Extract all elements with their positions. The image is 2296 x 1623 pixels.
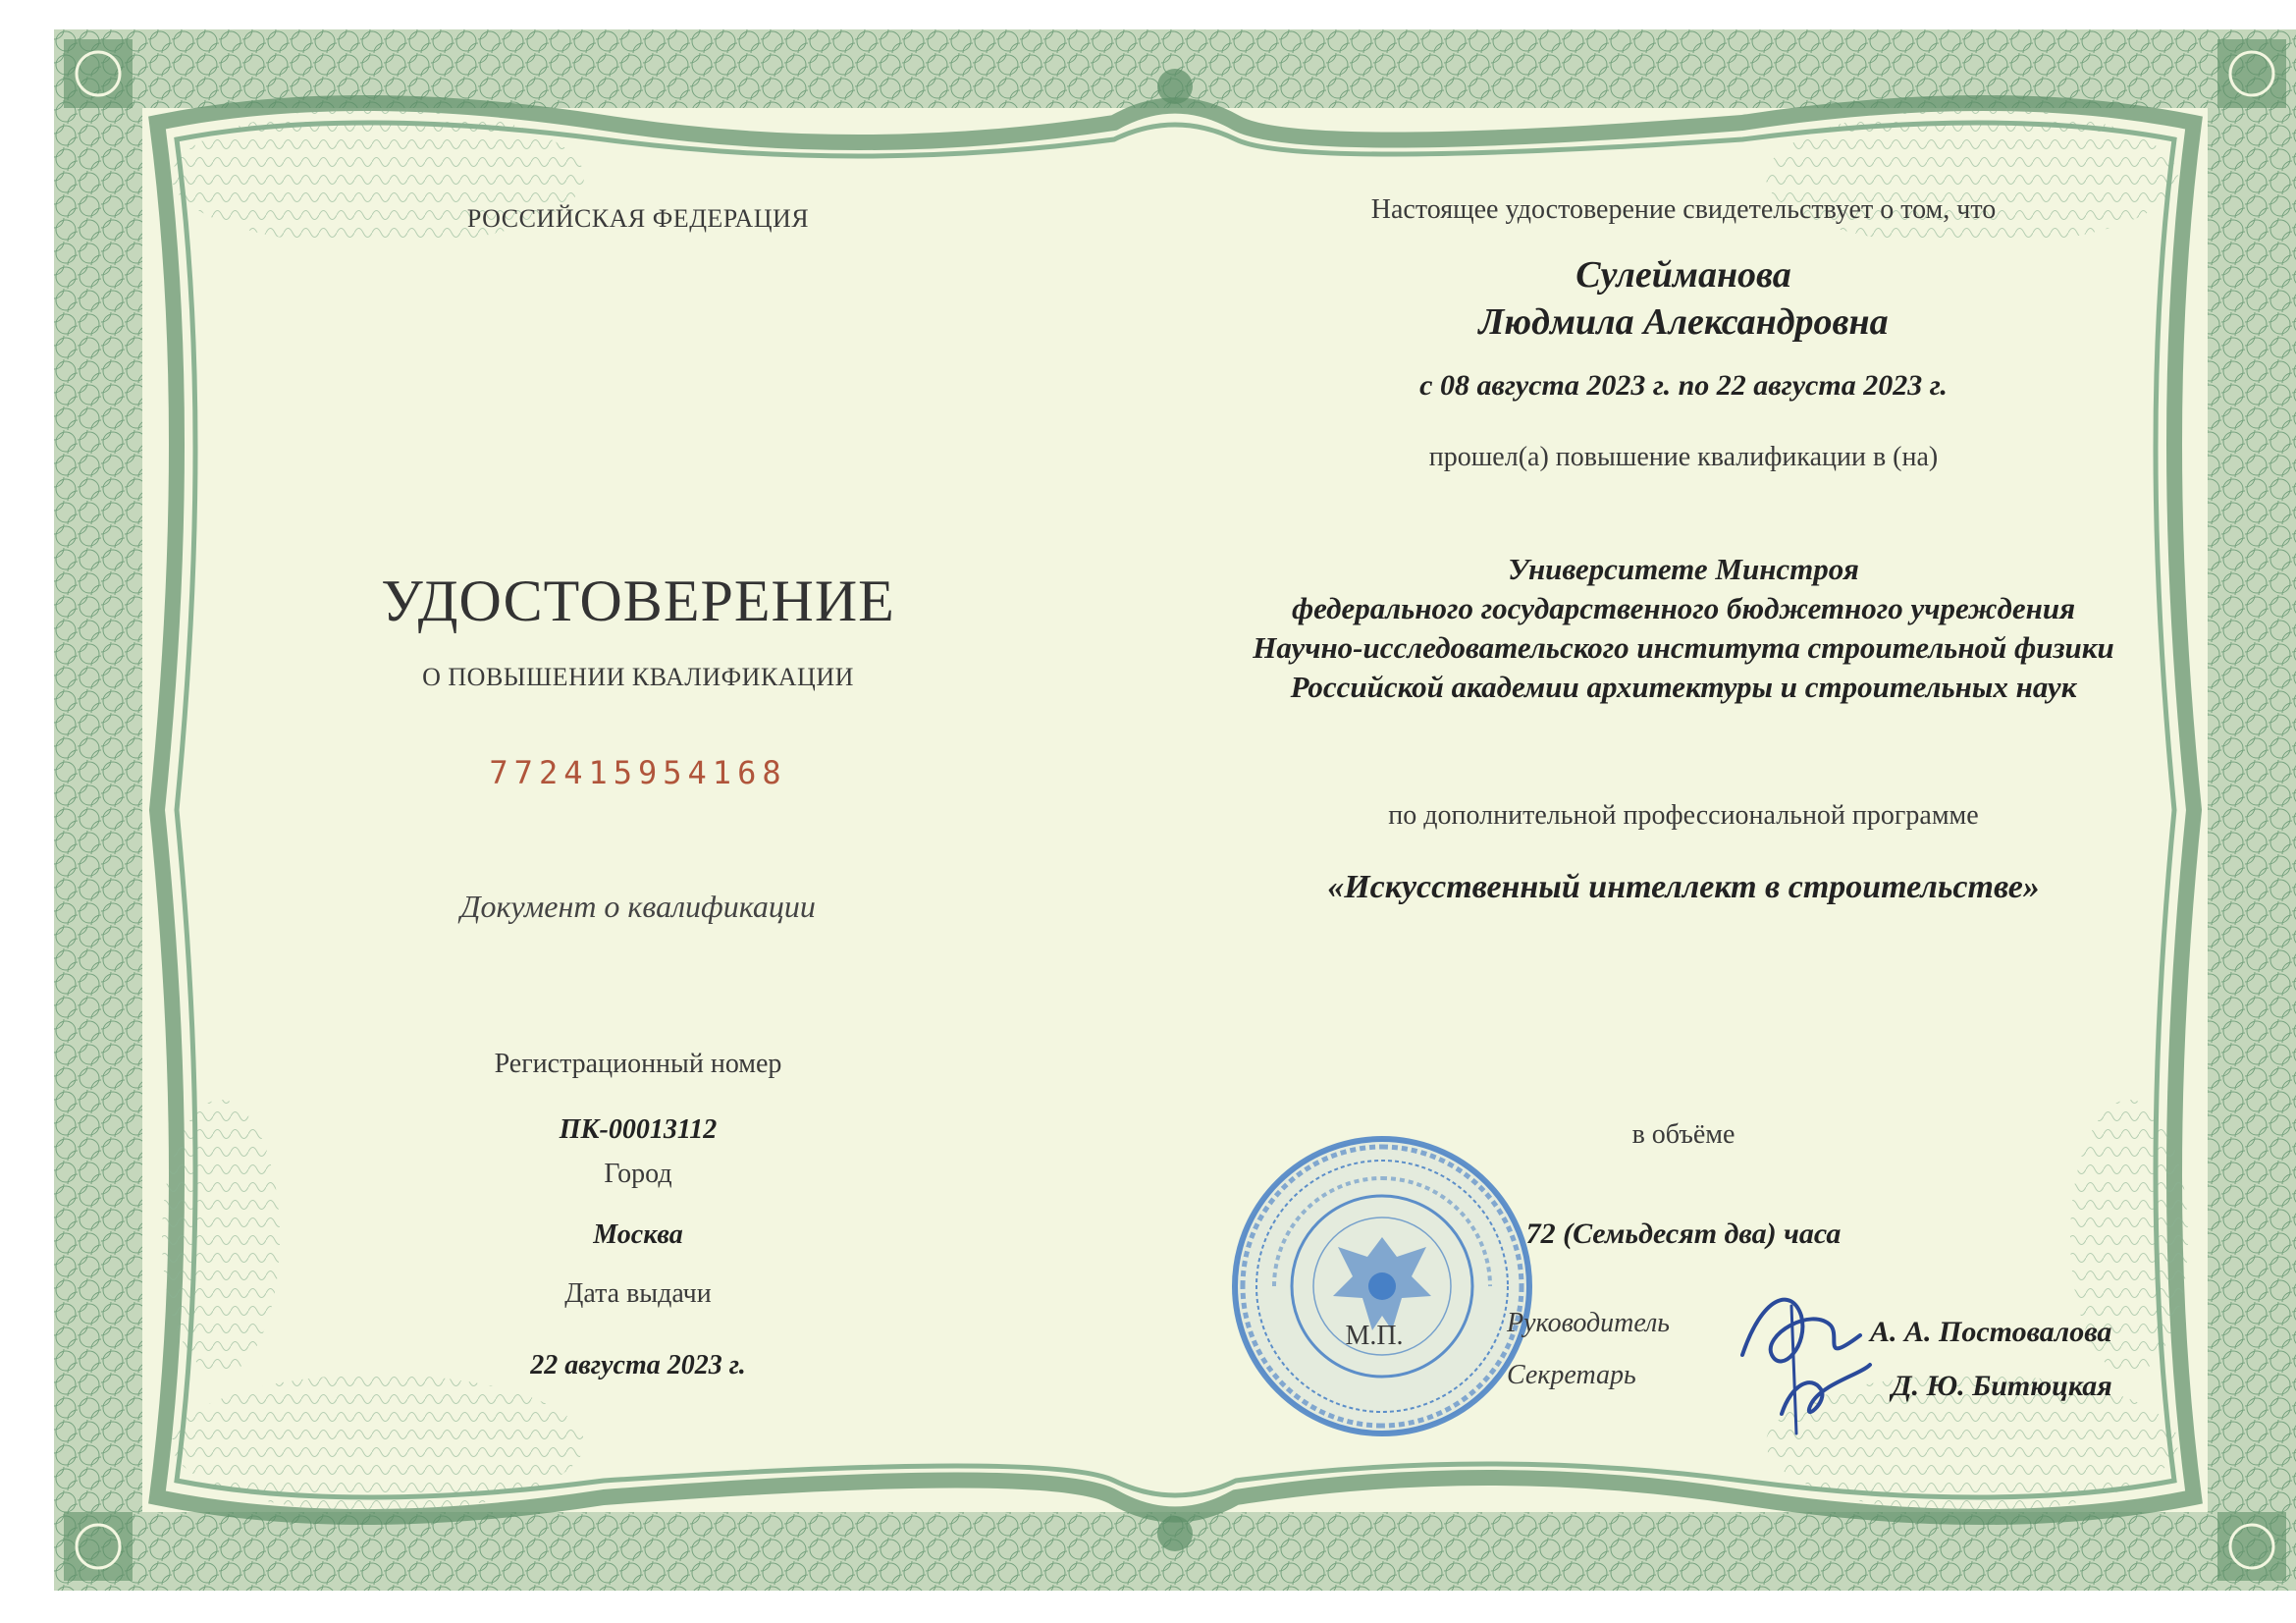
registration-number: ПК-00013112 (559, 1114, 718, 1145)
city-label: Город (604, 1159, 672, 1189)
seal-place-label: М.П. (1345, 1321, 1404, 1351)
org-line-1: Университете Минстроя (1508, 552, 1859, 586)
intro-text: Настоящее удостоверение свидетельствует о том, что (1370, 194, 1997, 225)
surname: Сулейманова (1575, 254, 1791, 296)
country-label: РОССИЙСКАЯ ФЕДЕРАЦИЯ (466, 204, 810, 233)
certificate-title: УДОСТОВЕРЕНИЕ (381, 568, 895, 633)
registration-label: Регистрационный номер (494, 1049, 782, 1079)
given-names: Людмила Александровна (1478, 301, 1889, 343)
secretary-name: Д. Ю. Битюцкая (1892, 1370, 2112, 1402)
city-value: Москва (593, 1219, 683, 1250)
handwritten-signatures (1723, 1276, 1899, 1443)
org-line-4: Российской академии архитектуры и строительных наук (1290, 670, 2077, 704)
official-stamp (1225, 1129, 1539, 1443)
volume-value: 72 (Семьдесят два) часа (1525, 1217, 1842, 1250)
secretary-label: Секретарь (1507, 1360, 1636, 1390)
document-type: Документ о квалификации (460, 889, 816, 924)
head-label: Руководитель (1507, 1308, 1671, 1338)
org-line-2: федерального государственного бюджетного учреждения (1291, 591, 2076, 625)
issue-date-label: Дата выдачи (564, 1278, 712, 1309)
program-label: по дополнительной профессиональной программе (1388, 800, 1979, 831)
certificate-subtitle: О ПОВЫШЕНИИ КВАЛИФИКАЦИИ (422, 663, 854, 691)
passed-text: прошел(а) повышение квалификации в (на) (1428, 442, 1939, 472)
head-name: А. А. Постовалова (1870, 1316, 2112, 1348)
issue-date-value: 22 августа 2023 г. (530, 1350, 746, 1380)
program-name: «Искусственный интеллект в строительстве» (1327, 869, 2040, 905)
training-period: с 08 августа 2023 г. по 22 августа 2023 г. (1419, 369, 1948, 402)
certificate-number: 772415954168 (489, 754, 787, 791)
volume-label: в объёме (1631, 1119, 1735, 1150)
org-line-3: Научно-исследовательского института строительной физики (1253, 630, 2114, 665)
certificate-sheet (54, 29, 2296, 1591)
